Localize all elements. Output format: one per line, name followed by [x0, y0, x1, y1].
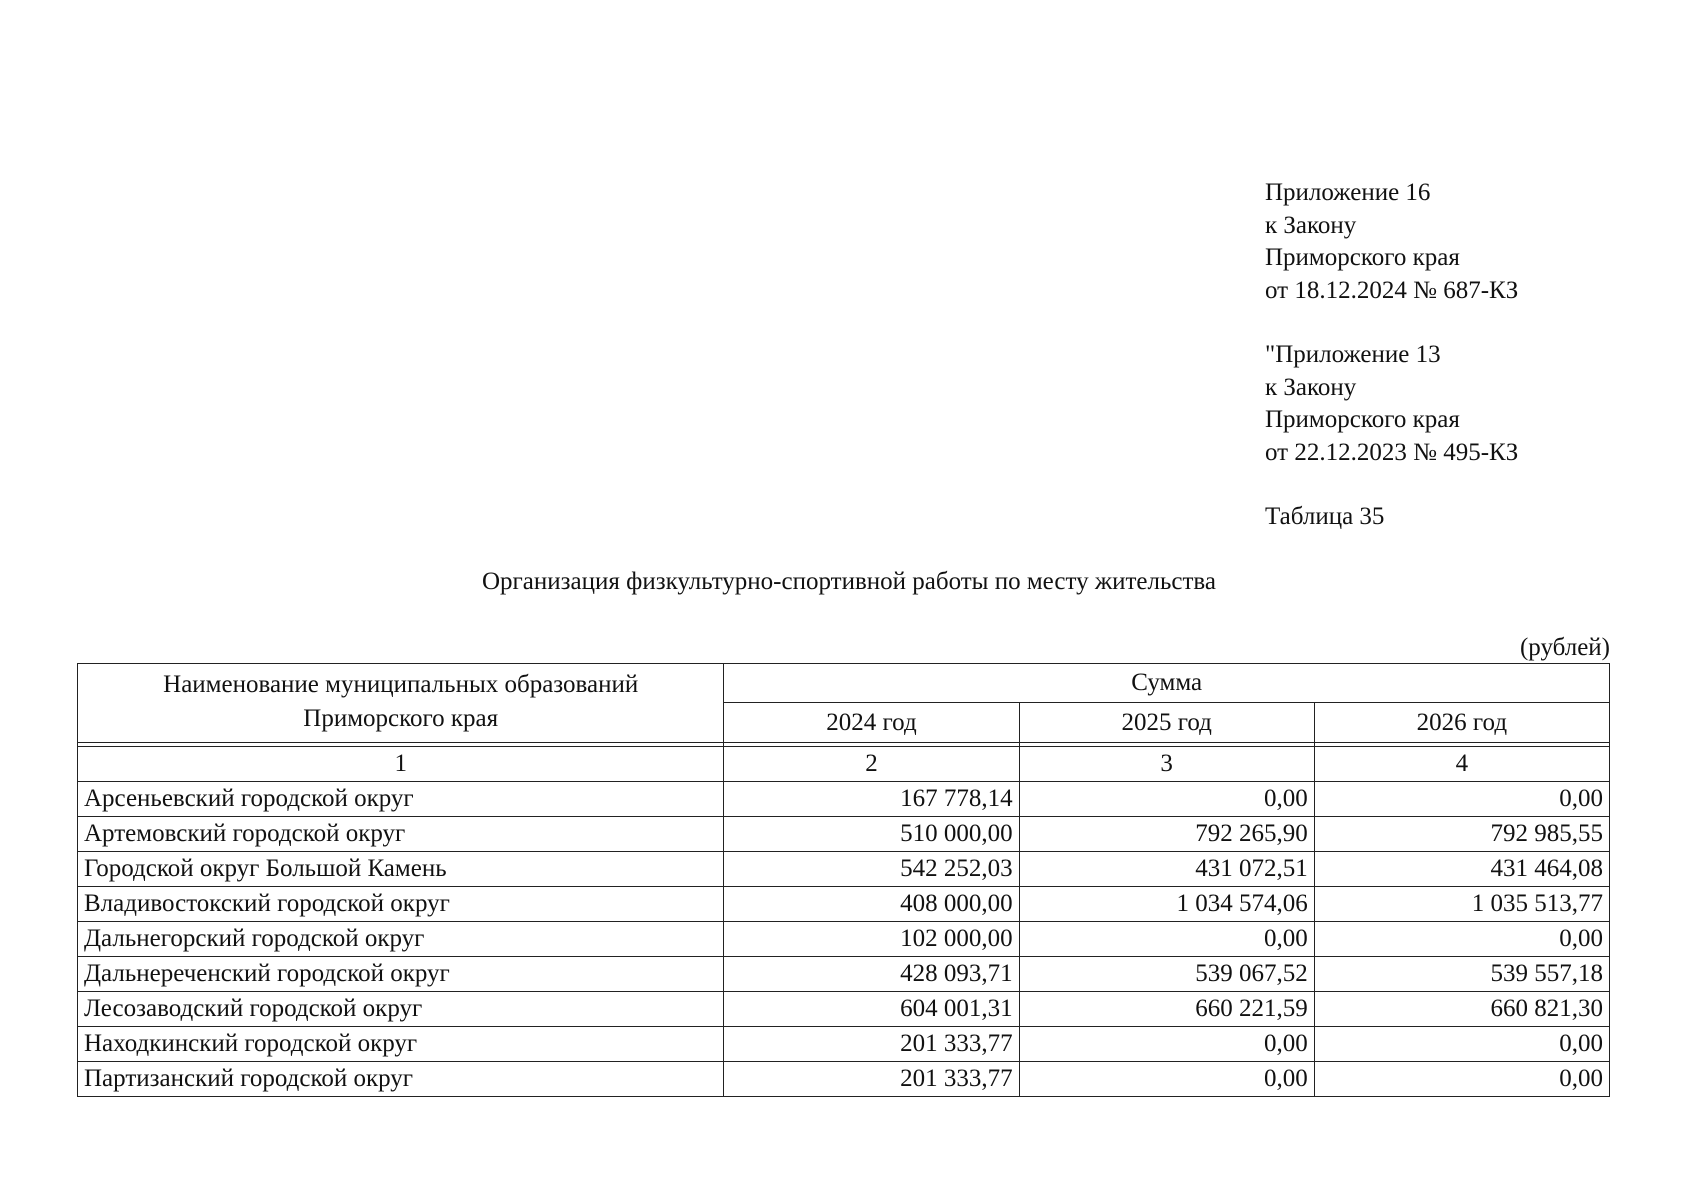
amount-2024: 510 000,00	[724, 817, 1019, 852]
municipality-name: Артемовский городской округ	[78, 817, 724, 852]
amount-2024: 102 000,00	[724, 922, 1019, 957]
amount-2025: 0,00	[1019, 782, 1314, 817]
amount-2026: 0,00	[1314, 922, 1609, 957]
amount-2026: 0,00	[1314, 782, 1609, 817]
municipality-name: Дальнегорский городской округ	[78, 922, 724, 957]
amount-2025: 0,00	[1019, 1062, 1314, 1097]
municipality-name: Владивостокский городской округ	[78, 887, 724, 922]
header-municipality-name	[78, 664, 724, 743]
amount-2025: 431 072,51	[1019, 852, 1314, 887]
amount-2026: 539 557,18	[1314, 957, 1609, 992]
appendix-16-line: Приморского края	[1265, 244, 1460, 271]
municipality-name: Городской округ Большой Камень	[78, 852, 724, 887]
amount-2026: 0,00	[1314, 1062, 1609, 1097]
municipality-name: Находкинский городской округ	[78, 1027, 724, 1062]
amount-2025: 792 265,90	[1019, 817, 1314, 852]
units-label: (рублей)	[1519, 634, 1610, 661]
table-row	[78, 782, 1610, 817]
column-numbers-row	[78, 747, 1610, 782]
amount-2026: 431 464,08	[1314, 852, 1609, 887]
column-number: 2	[724, 747, 1019, 782]
amount-2024: 408 000,00	[724, 887, 1019, 922]
amount-2025: 1 034 574,06	[1019, 887, 1314, 922]
header-year-2024: 2024 год	[724, 703, 1019, 743]
appendix-13-line: Приморского края	[1265, 406, 1460, 433]
amount-2025: 539 067,52	[1019, 957, 1314, 992]
amount-2024: 201 333,77	[724, 1027, 1019, 1062]
header-name-line-2: Приморского края	[303, 705, 499, 732]
header-name-line-1: Наименование муниципальных образований	[163, 671, 639, 698]
amount-2025: 660 221,59	[1019, 992, 1314, 1027]
amount-2024: 428 093,71	[724, 957, 1019, 992]
table-number: Таблица 35	[1265, 503, 1385, 530]
appendix-13-line: к Закону	[1265, 373, 1357, 401]
amount-2024: 167 778,14	[724, 782, 1019, 817]
header-year-2026: 2026 год	[1314, 703, 1609, 743]
amount-2024: 542 252,03	[724, 852, 1019, 887]
appendix-16-line: Приложение 16	[1265, 179, 1431, 206]
amount-2025: 0,00	[1019, 922, 1314, 957]
appendix-13-line: "Приложение 13	[1265, 341, 1441, 368]
table-row	[78, 817, 1610, 852]
header-sum: Сумма	[724, 664, 1610, 703]
municipality-name: Партизанский городской округ	[78, 1062, 724, 1097]
column-number: 3	[1019, 747, 1314, 782]
municipality-name: Лесозаводский городской округ	[78, 992, 724, 1027]
table-row	[78, 922, 1610, 957]
table-header-row	[78, 664, 1610, 703]
header-year-2025: 2025 год	[1019, 703, 1314, 743]
table-row	[78, 1027, 1610, 1062]
appendix-13-block	[1265, 339, 1518, 469]
table-row	[78, 887, 1610, 922]
amount-2025: 0,00	[1019, 1027, 1314, 1062]
amount-2026: 1 035 513,77	[1314, 887, 1609, 922]
amount-2026: 660 821,30	[1314, 992, 1609, 1027]
municipality-name: Арсеньевский городской округ	[78, 782, 724, 817]
appendix-16-line: от 18.12.2024 № 687-КЗ	[1265, 276, 1519, 304]
amount-2026: 792 985,55	[1314, 817, 1609, 852]
appendix-16-line: к Закону	[1265, 211, 1357, 239]
table-row	[78, 992, 1610, 1027]
amount-2024: 604 001,31	[724, 992, 1019, 1027]
amount-2026: 0,00	[1314, 1027, 1609, 1062]
table-row	[78, 1062, 1610, 1097]
document-title: Организация физкультурно-спортивной работы по месту жительства	[482, 568, 1216, 595]
table-row	[78, 852, 1610, 887]
budget-table	[77, 663, 1610, 1097]
table-row	[78, 957, 1610, 992]
column-number: 1	[78, 747, 724, 782]
column-number: 4	[1314, 747, 1609, 782]
amount-2024: 201 333,77	[724, 1062, 1019, 1097]
municipality-name: Дальнереченский городской округ	[78, 957, 724, 992]
appendix-13-line: от 22.12.2023 № 495-КЗ	[1265, 438, 1519, 466]
appendix-16-block	[1265, 177, 1518, 307]
